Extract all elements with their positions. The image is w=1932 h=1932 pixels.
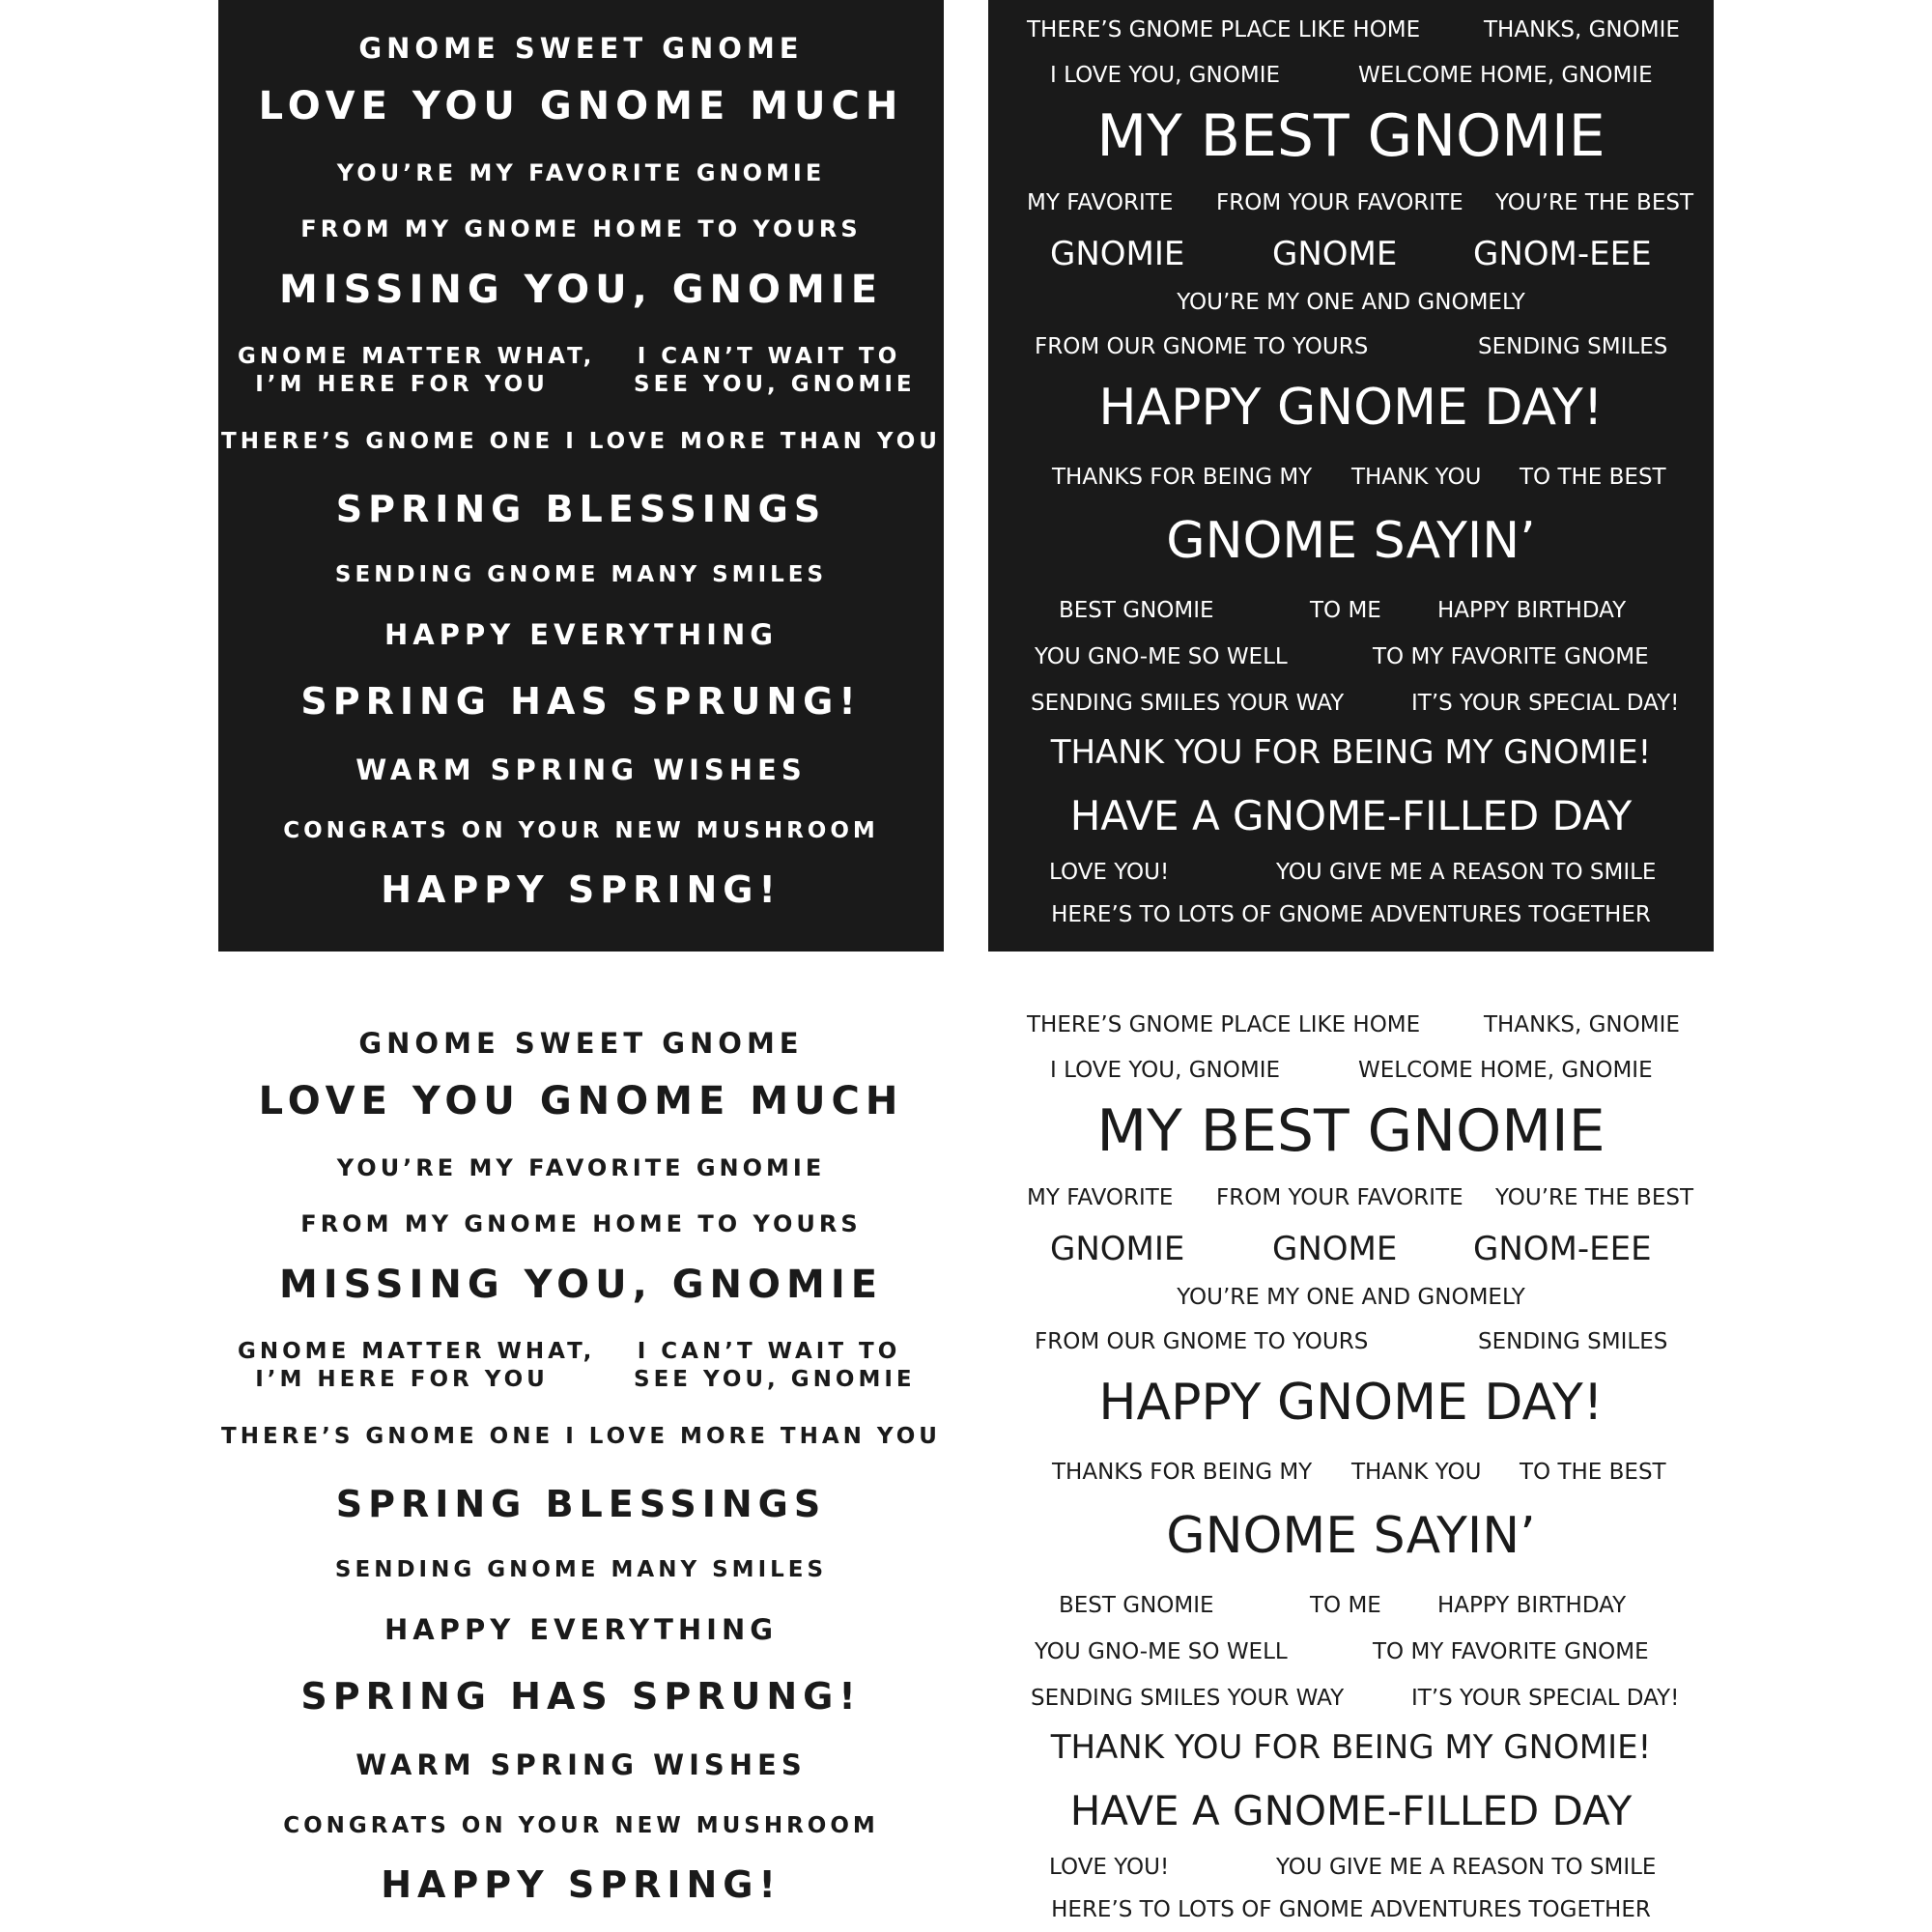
sentiment-line: MY BEST GNOMIE: [1096, 102, 1605, 170]
sentiment-line: HAPPY SPRING!: [381, 868, 781, 911]
sentiment-line: THERE’S GNOME PLACE LIKE HOME: [1027, 1012, 1421, 1037]
sentiment-line: FROM OUR GNOME TO YOURS: [1035, 1329, 1369, 1354]
sentiment-line: SEE YOU, GNOMIE: [634, 1366, 916, 1392]
sentiment-line: THERE’S GNOME ONE I LOVE MORE THAN YOU: [221, 429, 941, 454]
sentiment-line: YOU’RE THE BEST: [1495, 190, 1694, 215]
sentiment-line: GNOME: [1272, 235, 1398, 273]
sentiment-line: MISSING YOU, GNOMIE: [278, 1263, 884, 1307]
sentiment-line: HAPPY GNOME DAY!: [1098, 379, 1604, 437]
sentiment-line: HERE’S TO LOTS OF GNOME ADVENTURES TOGETHER: [1051, 902, 1651, 927]
sentiment-line: THANK YOU: [1351, 1460, 1482, 1485]
sentiment-line: THANKS FOR BEING MY: [1052, 1460, 1313, 1485]
sentiment-line: THANK YOU: [1351, 465, 1482, 490]
sentiment-line: I’M HERE FOR YOU: [255, 1366, 549, 1392]
sentiment-line: HAPPY GNOME DAY!: [1098, 1374, 1604, 1432]
sentiment-panel-right-dark: [988, 0, 1714, 952]
sentiment-pair-right: [634, 343, 916, 399]
sentiment-line: YOU’RE THE BEST: [1495, 1185, 1694, 1210]
sentiment-line: CONGRATS ON YOUR NEW MUSHROOM: [283, 818, 879, 843]
sentiment-line: HAVE A GNOME-FILLED DAY: [1069, 1787, 1633, 1834]
sentiment-line: TO MY FAVORITE GNOME: [1373, 644, 1649, 669]
sentiment-line: GNOMIE: [1050, 1230, 1185, 1268]
sentiment-pair-left: [238, 343, 596, 399]
sentiment-line: SENDING SMILES: [1478, 1329, 1668, 1354]
sentiment-line: LOVE YOU!: [1049, 1855, 1170, 1880]
sentiment-line: YOU’RE MY ONE AND GNOMELY: [1177, 1285, 1525, 1310]
sentiment-line: MY FAVORITE: [1027, 190, 1174, 215]
sentiment-line: GNOM-EEE: [1473, 235, 1652, 273]
sentiment-line: FROM YOUR FAVORITE: [1216, 1185, 1463, 1210]
sentiment-line: MY BEST GNOMIE: [1096, 1097, 1605, 1165]
sentiment-line: TO ME: [1310, 1593, 1381, 1618]
sentiment-line: YOU’RE MY ONE AND GNOMELY: [1177, 290, 1525, 315]
sentiment-line: YOU GNO-ME SO WELL: [1035, 1639, 1288, 1664]
sentiment-line: MISSING YOU, GNOMIE: [278, 268, 884, 312]
sentiment-line: THERE’S GNOME ONE I LOVE MORE THAN YOU: [221, 1424, 941, 1449]
sentiment-line: LOVE YOU GNOME MUCH: [258, 1079, 904, 1123]
sentiment-line: THANKS FOR BEING MY: [1052, 465, 1313, 490]
sentiment-line: SENDING GNOME MANY SMILES: [334, 562, 828, 587]
sentiment-line: HAPPY BIRTHDAY: [1437, 1593, 1627, 1618]
sentiment-panel-left-dark: [218, 0, 944, 952]
sentiment-line: HAPPY EVERYTHING: [384, 1613, 779, 1646]
sentiment-line: LOVE YOU GNOME MUCH: [258, 84, 904, 128]
sentiment-line: FROM OUR GNOME TO YOURS: [1035, 334, 1369, 359]
sentiment-line: MY FAVORITE: [1027, 1185, 1174, 1210]
sentiment-line: SEE YOU, GNOMIE: [634, 371, 916, 397]
sentiment-line: YOU GIVE ME A REASON TO SMILE: [1276, 860, 1657, 885]
sentiment-pair-left: [238, 1338, 596, 1394]
sentiment-line: SPRING BLESSINGS: [335, 488, 827, 530]
sentiment-line: YOU’RE MY FAVORITE GNOMIE: [336, 1154, 826, 1181]
sentiment-line: WELCOME HOME, GNOMIE: [1358, 1058, 1653, 1083]
sentiment-line: GNOME MATTER WHAT,: [238, 344, 596, 369]
sentiment-line: HAPPY BIRTHDAY: [1437, 598, 1627, 623]
sentiment-line: SENDING SMILES YOUR WAY: [1031, 1686, 1345, 1711]
sentiment-line: CONGRATS ON YOUR NEW MUSHROOM: [283, 1813, 879, 1838]
sentiment-line: I CAN’T WAIT TO: [637, 1339, 901, 1364]
sentiment-line: SPRING HAS SPRUNG!: [300, 680, 862, 723]
sentiment-line: GNOME: [1272, 1230, 1398, 1268]
sentiment-line: I LOVE YOU, GNOMIE: [1050, 1058, 1281, 1083]
sentiment-line: I CAN’T WAIT TO: [637, 344, 901, 369]
sentiment-line: HAPPY SPRING!: [381, 1863, 781, 1906]
sentiment-line: I LOVE YOU, GNOMIE: [1050, 63, 1281, 88]
sentiment-line: HAVE A GNOME-FILLED DAY: [1069, 792, 1633, 839]
sentiment-line: TO MY FAVORITE GNOME: [1373, 1639, 1649, 1664]
sentiment-line: I’M HERE FOR YOU: [255, 371, 549, 397]
sentiment-line: SENDING GNOME MANY SMILES: [334, 1557, 828, 1582]
sentiment-line: BEST GNOMIE: [1059, 1593, 1214, 1618]
sentiment-line: WARM SPRING WISHES: [355, 753, 807, 786]
sentiment-line: IT’S YOUR SPECIAL DAY!: [1411, 691, 1680, 716]
sentiment-line: FROM MY GNOME HOME TO YOURS: [300, 215, 862, 242]
sentiment-line: SPRING BLESSINGS: [335, 1483, 827, 1525]
sentiment-line: TO THE BEST: [1520, 465, 1666, 490]
sentiment-line: GNOME SAYIN’: [1166, 1507, 1536, 1565]
sentiment-line: GNOME SWEET GNOME: [358, 32, 804, 65]
sentiment-line: SPRING HAS SPRUNG!: [300, 1675, 862, 1718]
sentiment-panel-right-light: [988, 995, 1714, 1932]
sentiment-line: WELCOME HOME, GNOMIE: [1358, 63, 1653, 88]
sentiment-line: THANKS, GNOMIE: [1484, 1012, 1680, 1037]
sentiment-line: TO THE BEST: [1520, 1460, 1666, 1485]
sentiment-line: THANK YOU FOR BEING MY GNOMIE!: [1050, 1728, 1652, 1767]
sentiment-line: GNOME SAYIN’: [1166, 512, 1536, 570]
sentiment-line: FROM YOUR FAVORITE: [1216, 190, 1463, 215]
sentiment-line: FROM MY GNOME HOME TO YOURS: [300, 1210, 862, 1237]
sentiment-panel-left-light: [218, 995, 944, 1932]
sentiment-line: TO ME: [1310, 598, 1381, 623]
sentiment-line: YOU GNO-ME SO WELL: [1035, 644, 1288, 669]
sentiment-line: LOVE YOU!: [1049, 860, 1170, 885]
sentiment-line: YOU GIVE ME A REASON TO SMILE: [1276, 1855, 1657, 1880]
sentiment-line: THANKS, GNOMIE: [1484, 17, 1680, 43]
sentiment-line: WARM SPRING WISHES: [355, 1748, 807, 1781]
sentiment-line: YOU’RE MY FAVORITE GNOMIE: [336, 159, 826, 186]
sentiment-pair-right: [634, 1338, 916, 1394]
sentiment-line: BEST GNOMIE: [1059, 598, 1214, 623]
sentiment-line: HAPPY EVERYTHING: [384, 618, 779, 651]
sentiment-line: GNOM-EEE: [1473, 1230, 1652, 1268]
sentiment-line: HERE’S TO LOTS OF GNOME ADVENTURES TOGETHER: [1051, 1897, 1651, 1922]
sentiment-line: GNOME MATTER WHAT,: [238, 1339, 596, 1364]
sentiment-line: IT’S YOUR SPECIAL DAY!: [1411, 1686, 1680, 1711]
sentiment-line: SENDING SMILES YOUR WAY: [1031, 691, 1345, 716]
sentiment-line: GNOMIE: [1050, 235, 1185, 273]
sentiment-line: THANK YOU FOR BEING MY GNOMIE!: [1050, 733, 1652, 772]
sentiment-line: SENDING SMILES: [1478, 334, 1668, 359]
sentiment-line: THERE’S GNOME PLACE LIKE HOME: [1027, 17, 1421, 43]
sentiment-line: GNOME SWEET GNOME: [358, 1027, 804, 1060]
